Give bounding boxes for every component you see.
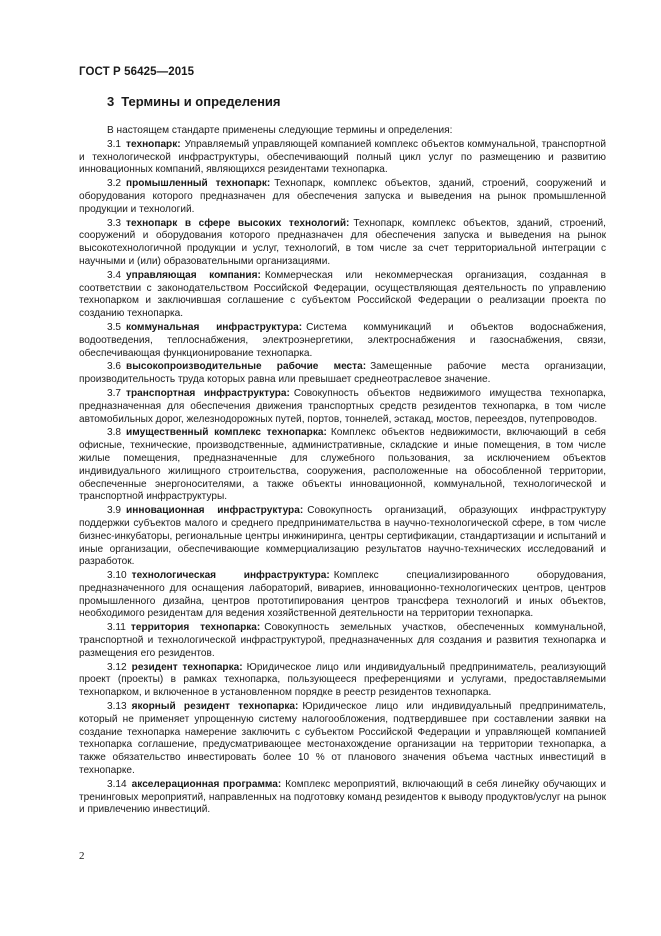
term-number: 3.4 [107, 269, 122, 281]
terms-list [79, 139, 606, 817]
term-definition: Комплекс мероприятий, включающий в себя линейку обучающих и тренинговых мероприятий, направленных на подготовку команд резидентов к выводу продуктов/услуг на рынок и привлечению инвестиций. [79, 778, 606, 816]
term-name: инновационная инфраструктура: [126, 505, 304, 517]
term-definition: Совокупность земельных участков, обеспеченных коммунальной, транспортной и технологической инфраструктурой, предназначенных для создания и развития технопарка и размещения его резидентов. [79, 622, 606, 659]
term-definition: Комплекс объектов недвижимости, включающий в себя офисные, технические, производственные, административные, складские и иные помещения, в том числе жилые помещения, предназначенные для служебного пользования, за исключением объектов индивидуального жилищного строительства, сооружения, расположенные на обособленной территории, обеспеченные энергоносителями, а также объекты инновационной, коммунальной, технологической и транспортной инфраструктуры. [79, 427, 607, 503]
term-definition: Совокупность организаций, образующих инфраструктуру поддержки субъектов малого и среднего предпринимательства в научно-технологической сфере, в том числе бизнес-инкубаторы, региональные центры инжиниринга, центры сертификации, стандартизации и испытаний и иные организации, обеспечивающие коммерциализацию результатов научно-технических исследований и разработок. [79, 505, 607, 568]
term-number: 3.12 [107, 661, 127, 673]
term-entry [79, 178, 606, 216]
term-name: транспортная инфраструктура: [126, 387, 290, 399]
term-name: управляющая компания: [126, 269, 261, 281]
term-number: 3.10 [107, 570, 127, 582]
document-header: ГОСТ Р 56425—2015 [79, 66, 195, 78]
term-name: технопарк в сфере высоких технологий: [126, 217, 350, 229]
section-body [79, 125, 606, 817]
term-entry [79, 662, 606, 700]
page-number: 2 [79, 850, 85, 862]
term-number: 3.6 [107, 361, 122, 373]
term-number: 3.8 [107, 427, 122, 439]
term-name: технологическая инфраструктура: [131, 570, 330, 582]
term-number: 3.14 [107, 778, 127, 790]
term-definition: Управляемый управляющей компанией комплекс объектов коммунальной, транспортной и технологической инфраструктуры, обеспечивающий полный цикл услуг по размещению и развитию инновационных компаний, являющихся резидентами технопарка. [79, 138, 606, 176]
term-number: 3.3 [107, 217, 122, 229]
term-entry [79, 427, 606, 504]
term-entry [79, 218, 606, 269]
term-entry [79, 570, 606, 621]
term-definition: Система коммуникаций и объектов водоснабжения, водоотведения, теплоснабжения, электроэнергетики, электроснабжения и газоснабжения, связи, обеспечивающая функционирование технопарка. [79, 321, 606, 359]
term-name: акселерационная программа: [131, 778, 282, 790]
term-name: резидент технопарка: [131, 661, 243, 673]
term-entry [79, 361, 606, 387]
term-definition: Технопарк, комплекс объектов, зданий, строений, сооружений и оборудования которого предназначен для обеспечения запуска и выведения на рынок высокотехнологичной продукции и услуг, технологий, в том числе за счет территориальной интеграции с научными и (или) образовательными организациями. [79, 217, 606, 267]
term-name: высокопроизводительные рабочие места: [126, 361, 367, 373]
term-number: 3.13 [107, 701, 127, 713]
term-number: 3.7 [107, 387, 122, 399]
term-definition: Коммерческая или некоммерческая организация, созданная в соответствии с законодательством Российской Федерации, осуществляющая деятельность по управлению технопарком и заключившая соглашение с субъектом Российской Федерации о реализации проекта по созданию технопарка. [79, 269, 606, 320]
term-definition: Комплекс специализированного оборудования, предназначенного для оснащения лабораторий, вивариев, инновационно-технологических центров, центров промышленного дизайна, центров прототипирования центров трансфера технологий и иных объектов, необходимого резидентам для ведения хозяйственной деятельности на территории технопарка. [79, 570, 606, 620]
term-entry [79, 622, 606, 660]
term-entry [79, 322, 606, 360]
term-name: якорный резидент технопарка: [131, 701, 299, 713]
section-heading [107, 94, 281, 109]
term-name: территория технопарка: [130, 622, 261, 634]
term-entry [79, 270, 606, 321]
term-name: имущественный комплекс технопарка: [126, 427, 327, 439]
section-number: 3 [107, 94, 115, 109]
term-number: 3.1 [107, 138, 122, 150]
term-definition: Юридическое лицо или индивидуальный предприниматель, который не применяет упрощенную систему налогообложения, подтвердившее при составлении заявки на создание технопарка намерение заключить с субъектом Российской Федерации и управляющей компанией технопарка соглашение, предусматривающее местонахождение организации на территории технопарка, а также обязательство инвестировать более 10 % от планового значения объема частных инвестиций в технопарке. [79, 701, 606, 777]
term-entry [79, 139, 606, 177]
term-name: коммунальная инфраструктура: [126, 321, 303, 333]
term-definition: Юридическое лицо или индивидуальный предприниматель, реализующий проект (проекты) в рамках технопарка, пользующееся преференциями и услугами, предоставляемыми технопарком, и включенное в установленном порядке в реестр резидентов технопарка. [79, 661, 606, 699]
term-definition: Совокупность объектов недвижимого имущества технопарка, предназначенная для обеспечения движения транспортных средств резидентов технопарка, в том числе автомобильных дорог, железнодорожных путей, портов, тоннелей, эстакад, мостов, переездов, путепроводов. [79, 387, 606, 425]
term-entry [79, 505, 606, 569]
term-name: технопарк: [126, 138, 181, 150]
term-definition: Замещенные рабочие места организации, производительность труда которых равна или превышает среднеотраслевое значение. [79, 361, 606, 386]
term-entry [79, 701, 606, 778]
term-entry [79, 779, 606, 817]
intro-paragraph: В настоящем стандарте применены следующие термины и определения: [107, 125, 453, 136]
term-number: 3.9 [107, 505, 122, 517]
term-number: 3.5 [107, 321, 122, 333]
term-number: 3.2 [107, 178, 122, 190]
section-title-text: Термины и определения [121, 94, 281, 109]
term-definition: Технопарк, комплекс объектов, зданий, строений, сооружений и оборудования которого предназначен для обеспечения запуска и выведения на рынок промышленной продукции и технологий. [79, 178, 606, 215]
term-name: промышленный технопарк: [126, 178, 271, 190]
term-entry [79, 388, 606, 426]
term-number: 3.11 [107, 622, 126, 634]
